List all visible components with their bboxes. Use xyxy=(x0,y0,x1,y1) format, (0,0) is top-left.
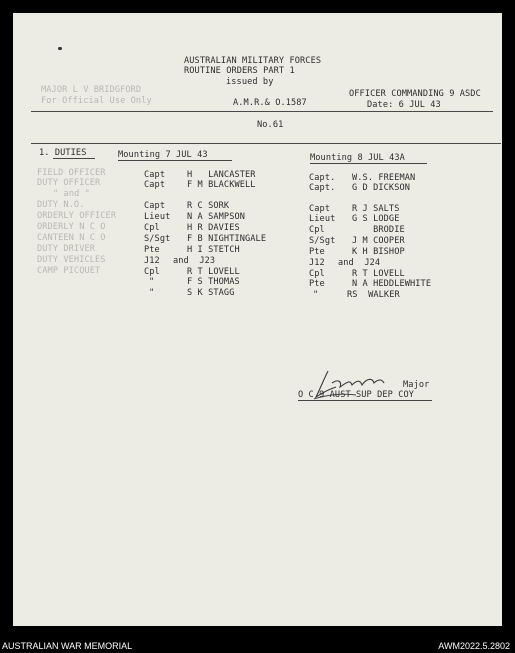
col2-name: and J24 xyxy=(338,258,381,268)
col1-name: H I STETCH xyxy=(187,245,240,255)
col1-heading-underline xyxy=(118,160,232,161)
col1-rank: Pte xyxy=(144,245,160,255)
col2-name: R J SALTS xyxy=(352,204,400,214)
col1-name: R T LOVELL xyxy=(187,267,240,277)
col1-name: H LANCASTER xyxy=(187,170,256,180)
col1-name: and J23 xyxy=(173,256,216,266)
label-duty-driver: DUTY DRIVER xyxy=(37,244,96,254)
archive-footer xyxy=(0,636,515,653)
col2-rank: Cpl xyxy=(309,225,325,235)
document-page xyxy=(13,13,502,626)
signature-title: Major xyxy=(403,380,430,390)
col2-rank: Pte xyxy=(309,247,325,257)
label-ditto: " and " xyxy=(53,189,90,199)
header-line1: AUSTRALIAN MILITARY FORCES xyxy=(184,56,322,66)
col1-rank: S/Sgt xyxy=(144,234,171,244)
signature-unit-underline xyxy=(298,400,432,401)
col1-rank: " xyxy=(149,288,155,298)
duties-heading: 1. DUTIES xyxy=(39,148,87,158)
footer-left: AUSTRALIAN WAR MEMORIAL xyxy=(2,641,133,651)
label-orderly-nco: ORDERLY N C O xyxy=(37,222,106,232)
col2-heading-underline xyxy=(310,163,427,164)
col1-rank: Capt xyxy=(144,180,166,190)
header-line2: ROUTINE ORDERS PART 1 xyxy=(184,66,295,76)
col1-name: R C SORK xyxy=(187,201,230,211)
date: Date: 6 JUL 43 xyxy=(367,100,441,110)
col2-name: J M COOPER xyxy=(352,236,405,246)
header-rule-1 xyxy=(31,111,493,112)
col2-name: W.S. FREEMAN xyxy=(352,173,416,183)
col2-name: BRODIE xyxy=(352,225,405,235)
col1-rank: Cpl xyxy=(144,267,160,277)
label-duty-no: DUTY N.O. xyxy=(37,200,85,210)
col1-rank: J12 xyxy=(144,256,160,266)
from-right: OFFICER COMMANDING 9 ASDC xyxy=(349,89,481,99)
col2-rank: S/Sgt xyxy=(309,236,336,246)
col2-rank: Capt xyxy=(309,204,331,214)
col2-rank: Capt. xyxy=(309,183,336,193)
from-left-1: MAJOR L V BRIDGFORD xyxy=(41,85,142,95)
col1-name: F M BLACKWELL xyxy=(187,180,256,190)
footer-right: AWM2022.5.2802 xyxy=(438,641,510,651)
col2-name: R T LOVELL xyxy=(352,269,405,279)
col1-name: N A SAMPSON xyxy=(187,212,246,222)
signature-unit: O C 9 AUST SUP DEP COY xyxy=(298,390,415,400)
label-camp-picquet: CAMP PICQUET xyxy=(37,266,101,276)
col2-rank: J12 xyxy=(309,258,325,268)
header-line3: issued by xyxy=(226,77,274,87)
from-left-2: For Official Use Only xyxy=(41,96,152,106)
col1-name: F S THOMAS xyxy=(187,277,240,287)
col1-name: S K STAGG xyxy=(187,288,235,298)
col1-rank: Capt xyxy=(144,170,166,180)
col2-rank: Cpl xyxy=(309,269,325,279)
ink-speck xyxy=(58,47,62,50)
col1-name: H R DAVIES xyxy=(187,223,240,233)
label-orderly-officer: ORDERLY OFFICER xyxy=(37,211,117,221)
col2-rank: " xyxy=(313,290,319,300)
col1-rank: " xyxy=(149,277,155,287)
header-rule-2 xyxy=(31,143,501,144)
col2-name: G S LODGE xyxy=(352,214,400,224)
col2-name: RS WALKER xyxy=(347,290,400,300)
label-canteen-nco: CANTEEN N C O xyxy=(37,233,106,243)
col1-rank: Capt xyxy=(144,201,166,211)
col2-rank: Lieut xyxy=(309,214,336,224)
col2-rank: Pte xyxy=(309,279,325,289)
col1-heading: Mounting 7 JUL 43 xyxy=(118,150,208,160)
col1-rank: Cpl xyxy=(144,223,160,233)
duties-heading-underline xyxy=(53,158,95,159)
col2-heading: Mounting 8 JUL 43A xyxy=(310,153,405,163)
label-duty-vehicles: DUTY VEHICLES xyxy=(37,255,106,265)
label-duty-officer: DUTY OFFICER xyxy=(37,178,101,188)
col2-rank: Capt. xyxy=(309,173,336,183)
reference: A.M.R.& O.1587 xyxy=(233,98,307,108)
col2-name: K H BISHOP xyxy=(352,247,405,257)
label-field-officer: FIELD OFFICER xyxy=(37,168,106,178)
order-number: No.61 xyxy=(257,120,284,130)
col1-name: F B NIGHTINGALE xyxy=(187,234,267,244)
col2-name: G D DICKSON xyxy=(352,183,411,193)
col1-rank: Lieut xyxy=(144,212,171,222)
col2-name: N A HEDDLEWHITE xyxy=(352,279,432,289)
